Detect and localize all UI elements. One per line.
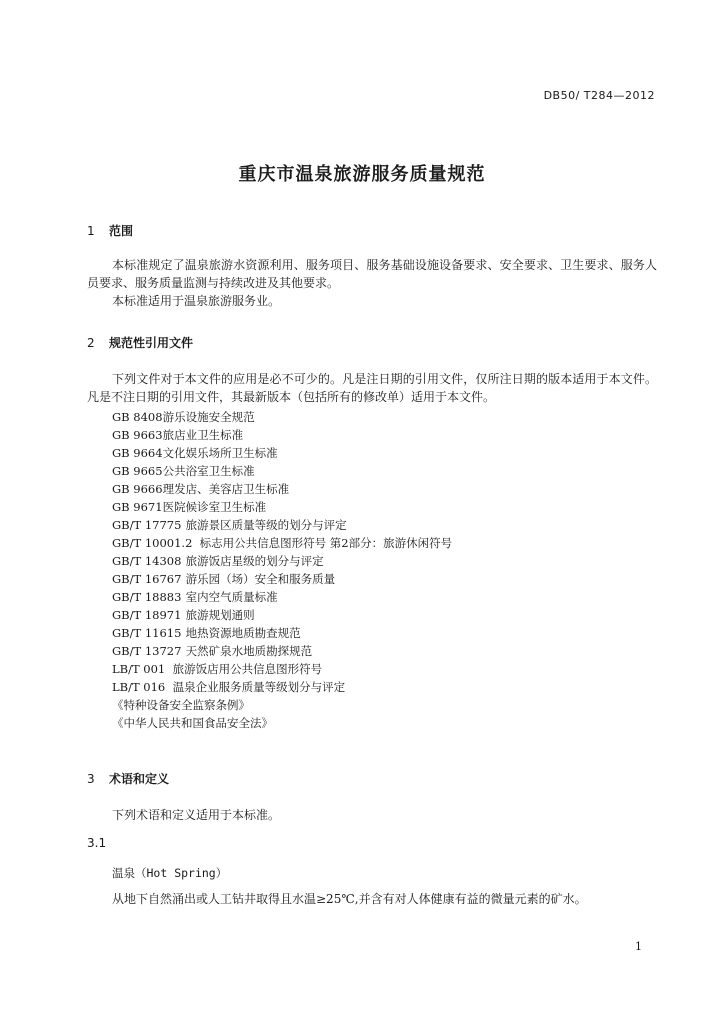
reference-item <box>112 444 452 462</box>
reference-item <box>112 606 452 624</box>
section-heading-scope <box>87 222 133 239</box>
reference-item <box>112 678 452 696</box>
reference-title: 游乐设施安全规范 <box>162 410 255 424</box>
reference-item <box>112 516 452 534</box>
reference-item <box>112 588 452 606</box>
normative-paragraph: 下列文件对于本文件的应用是必不可少的。凡是注日期的引用文件，仅所注日期的版本适用于本文件。凡是不注日期的引用文件，其最新版本（包括所有的修改单）适用于本文件。 <box>87 372 657 404</box>
document-title: 重庆市温泉旅游服务质量规范 <box>238 164 486 185</box>
reference-title: 标志用公共信息图形符号 第2部分：旅游休闲符号 <box>199 536 453 550</box>
reference-title: 温泉企业服务质量等级划分与评定 <box>172 680 346 694</box>
reference-title: 旅游景区质量等级的划分与评定 <box>185 518 347 532</box>
reference-item <box>112 696 452 714</box>
reference-code: LB/T 016 <box>112 680 166 694</box>
reference-code: GB/T 17775 <box>112 518 182 532</box>
section-heading-normative <box>87 334 193 351</box>
terms-paragraph: 下列术语和定义适用于本标准。 <box>112 808 281 822</box>
reference-item <box>112 552 452 570</box>
section-number: 2 <box>87 336 95 350</box>
reference-code: LB/T 001 <box>112 662 166 676</box>
reference-title: 《中华人民共和国食品安全法》 <box>112 716 273 730</box>
reference-code: GB/T 13727 <box>112 644 182 658</box>
section-title: 规范性引用文件 <box>109 336 194 350</box>
term-definition: 从地下自然涌出或人工钻井取得且水温≥25℃,并含有对人体健康有益的微量元素的矿水。 <box>112 892 587 906</box>
reference-title: 旅游规划通则 <box>185 608 255 622</box>
reference-title: 文化娱乐场所卫生标准 <box>162 446 278 460</box>
reference-title: 《特种设备安全监察条例》 <box>112 698 250 712</box>
reference-item <box>112 714 452 732</box>
reference-code: GB 8408 <box>112 410 163 424</box>
reference-item <box>112 426 452 444</box>
reference-item <box>112 624 452 642</box>
reference-code: GB/T 10001.2 <box>112 536 193 550</box>
reference-title: 旅游饭店用公共信息图形符号 <box>172 662 323 676</box>
subsection-number: 3.1 <box>87 836 107 850</box>
section-title: 术语和定义 <box>109 772 170 786</box>
reference-code: GB 9664 <box>112 446 163 460</box>
section-title: 范围 <box>109 224 134 238</box>
document-code: DB50/ T284—2012 <box>543 89 655 102</box>
reference-code: GB/T 18883 <box>112 590 182 604</box>
section-heading-terms <box>87 770 169 787</box>
reference-item <box>112 660 452 678</box>
reference-item <box>112 480 452 498</box>
reference-item <box>112 642 452 660</box>
reference-title: 室内空气质量标准 <box>185 590 278 604</box>
section-number: 1 <box>87 224 95 238</box>
scope-paragraph: 本标准规定了温泉旅游水资源利用、服务项目、服务基础设施设备要求、安全要求、卫生要求、服务人员要求、服务质量监测与持续改进及其他要求。 <box>87 258 657 290</box>
term-name: 温泉（Hot Spring） <box>112 866 228 880</box>
reference-item <box>112 498 452 516</box>
reference-code: GB/T 18971 <box>112 608 182 622</box>
reference-title: 理发店、美容店卫生标准 <box>162 482 290 496</box>
reference-item <box>112 570 452 588</box>
reference-item <box>112 534 452 552</box>
reference-title: 医院候诊室卫生标准 <box>162 500 267 514</box>
reference-code: GB 9665 <box>112 464 163 478</box>
reference-title: 地热资源地质勘查规范 <box>185 626 301 640</box>
reference-item <box>112 408 452 426</box>
reference-code: GB 9663 <box>112 428 163 442</box>
reference-title: 天然矿泉水地质勘探规范 <box>185 644 313 658</box>
reference-list <box>112 408 452 732</box>
reference-title: 旅店业卫生标准 <box>162 428 244 442</box>
page-number: 1 <box>635 940 642 953</box>
scope-applicability: 本标准适用于温泉旅游服务业。 <box>112 294 281 308</box>
reference-code: GB 9671 <box>112 500 163 514</box>
reference-title: 旅游饭店星级的划分与评定 <box>185 554 324 568</box>
reference-code: GB 9666 <box>112 482 163 496</box>
reference-code: GB/T 14308 <box>112 554 182 568</box>
reference-title: 公共浴室卫生标准 <box>162 464 255 478</box>
section-number: 3 <box>87 772 95 786</box>
reference-code: GB/T 16767 <box>112 572 182 586</box>
reference-title: 游乐园（场）安全和服务质量 <box>185 572 336 586</box>
reference-item <box>112 462 452 480</box>
reference-code: GB/T 11615 <box>112 626 182 640</box>
